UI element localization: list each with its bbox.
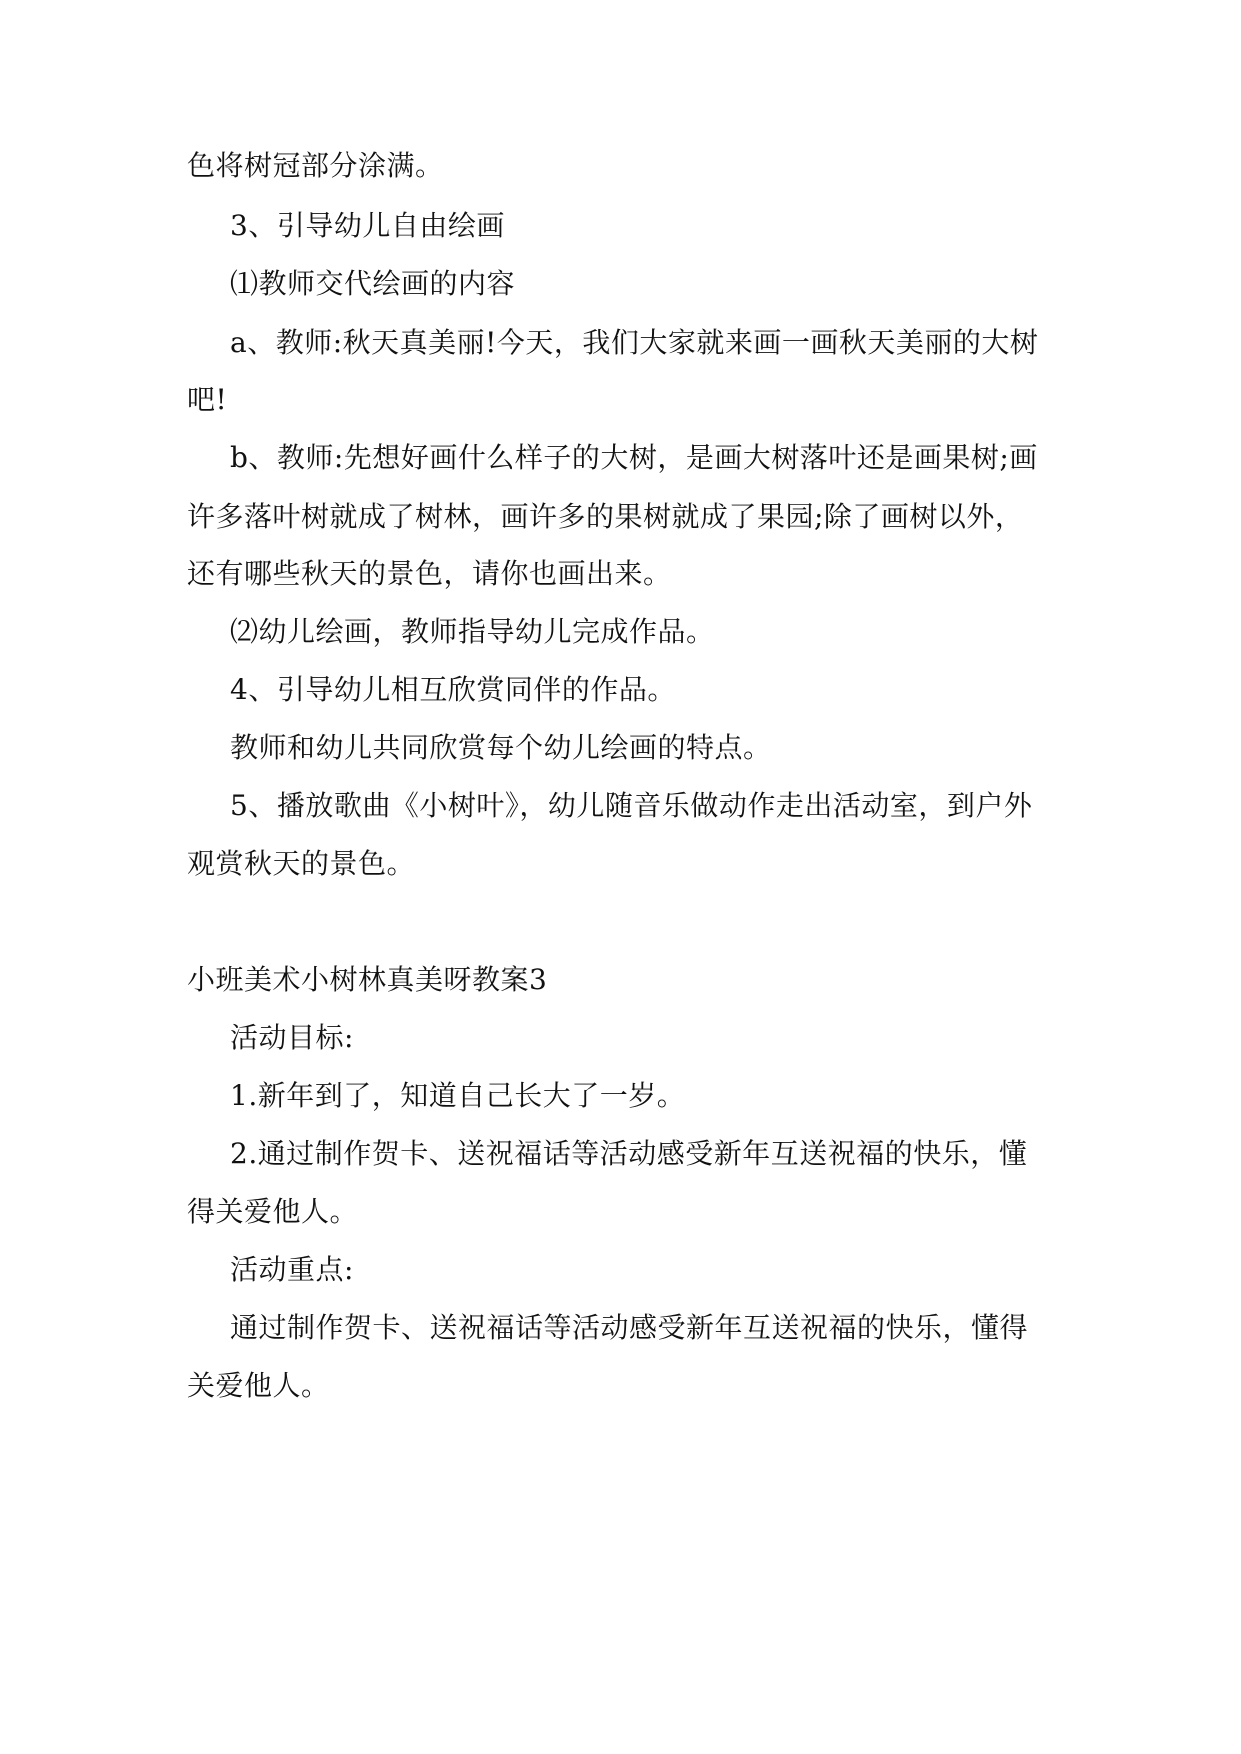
text-line: ⑴教师交代绘画的内容 [230,267,516,300]
text-line: 教师和幼儿共同欣赏每个幼儿绘画的特点。 [230,731,772,764]
text-line: 得关爱他人。 [187,1195,359,1228]
text-line: 1.新年到了，知道自己长大了一岁。 [230,1079,686,1112]
lesson-title: 小班美术小树林真美呀教案3 [187,963,548,996]
text-line: b、教师:先想好画什么样子的大树，是画大树落叶还是画果树;画 [230,441,1038,474]
section-heading: 5、播放歌曲《小树叶》，幼儿随音乐做动作走出活动室，到户外 [230,789,1033,822]
text-line: 2.通过制作贺卡、送祝福话等活动感受新年互送祝福的快乐，懂 [230,1137,1028,1170]
text-line: 观赏秋天的景色。 [187,847,416,880]
text-line: a、教师:秋天真美丽!今天，我们大家就来画一画秋天美丽的大树 [230,326,1039,359]
text-line: ⑵幼儿绘画，教师指导幼儿完成作品。 [230,615,715,648]
text-line: 许多落叶树就成了树林，画许多的果树就成了果园;除了画树以外， [187,500,1024,533]
section-heading: 活动目标: [230,1021,354,1054]
text-line: 关爱他人。 [187,1369,330,1402]
text-line: 色将树冠部分涂满。 [187,149,444,182]
section-heading: 4、引导幼儿相互欣赏同伴的作品。 [230,673,676,706]
text-line: 吧! [187,383,228,416]
text-line: 通过制作贺卡、送祝福话等活动感受新年互送祝福的快乐，懂得 [230,1311,1029,1344]
section-heading: 3、引导幼儿自由绘画 [230,209,505,242]
section-heading: 活动重点: [230,1253,354,1286]
text-line: 还有哪些秋天的景色，请你也画出来。 [187,557,672,590]
